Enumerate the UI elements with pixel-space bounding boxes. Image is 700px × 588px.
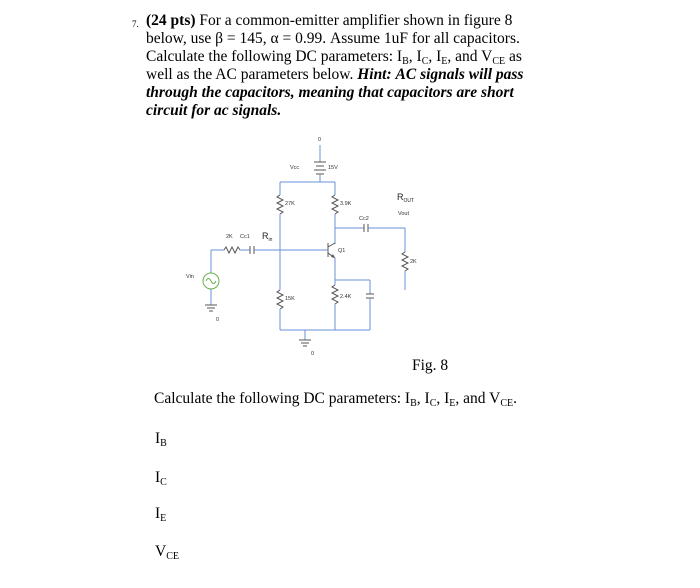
calc-prefix: Calculate the following DC parameters: I (154, 390, 411, 407)
sub-e: E (441, 56, 448, 67)
variable-ib (155, 430, 167, 448)
var-letter: V (155, 543, 167, 560)
rout-label (397, 192, 414, 204)
r2-label: 15K (285, 296, 295, 302)
sub-ce: CE (492, 56, 506, 67)
variable-vce (155, 543, 179, 561)
dc-params-prompt: Calculate the following DC parameters: $I_B$, $I_C$, $I_E$, and $V_{CE}$. (154, 390, 517, 409)
rs-label: 2K (226, 234, 233, 240)
var-letter: I (155, 505, 161, 522)
ground-bottom-label: 0 (311, 351, 315, 357)
hint-text-3: circuit for ac signals. (146, 102, 282, 119)
variable-ie (155, 505, 166, 523)
rout-r: R (397, 192, 404, 202)
var-sub: C (160, 477, 167, 488)
question-line-1-text: For a common-emitter amplifier shown in figure 8 (199, 12, 513, 29)
hint-text-2: through the capacitors, meaning that capacitors are short (146, 84, 514, 101)
rl-resistor (402, 252, 408, 271)
sub-b: B (402, 56, 409, 67)
question-number: 7. (132, 19, 139, 29)
rin-r: R (262, 231, 269, 241)
re-resistor (332, 285, 338, 304)
top-node-label: 0 (318, 137, 322, 143)
cc2-label: Cc2 (359, 216, 369, 222)
sub-c: C (421, 56, 429, 67)
calc-sub-b: B (410, 398, 417, 409)
re-label: 2.4K (340, 294, 352, 300)
calc-suffix: and V (463, 390, 501, 407)
r1-label: 27K (285, 201, 295, 207)
figure-caption: Fig. 8 (412, 357, 449, 374)
rl-label: 2K (410, 259, 417, 265)
rin-label (262, 231, 273, 243)
as-word: as (508, 48, 522, 65)
dc-params-prefix: Calculate the following DC parameters: I (146, 48, 403, 65)
var-sub: CE (166, 551, 179, 562)
question-line-2: below, use β = 145, α = 0.99. Assume 1uF for all capacitors. (146, 30, 520, 47)
question-line-3: Calculate the following DC parameters: $I_B$, $I_C$, $I_E$, and $V_{CE}$ as (146, 48, 522, 67)
r1-resistor (277, 195, 283, 214)
vcc-value: 15V (328, 165, 338, 171)
vin-label: Vin (186, 274, 194, 280)
vin-sine (206, 279, 216, 284)
dc-params-and: and V (455, 48, 493, 65)
vcc-label: Vcc (290, 165, 300, 171)
var-sub: E (160, 513, 167, 524)
ground-left-label: 0 (216, 317, 220, 323)
calc-sub-e: E (449, 398, 456, 409)
calc-sub-ce: CE (500, 398, 514, 409)
cc1-label: Cc1 (240, 234, 250, 240)
var-sub: B (160, 438, 167, 449)
ac-params-text: well as the AC parameters below. (146, 66, 354, 83)
q1-collector (328, 243, 335, 247)
variable-ic (155, 469, 167, 487)
var-letter: I (155, 469, 161, 486)
rout-sub: OUT (403, 198, 415, 204)
rc-label: 3.9K (340, 201, 352, 207)
r2-resistor (277, 290, 283, 309)
rin-sub: in (268, 237, 273, 243)
vout-label: Vout (398, 211, 410, 217)
rc-resistor (332, 195, 338, 214)
question-points: (24 pts) (146, 12, 196, 29)
hint-text-1: AC signals will pass (395, 66, 524, 83)
var-letter: I (155, 430, 161, 447)
calc-sub-c: C (429, 398, 437, 409)
q1-label: Q1 (338, 248, 346, 254)
hint-label: Hint: (357, 66, 392, 83)
rs-resistor (224, 247, 240, 253)
